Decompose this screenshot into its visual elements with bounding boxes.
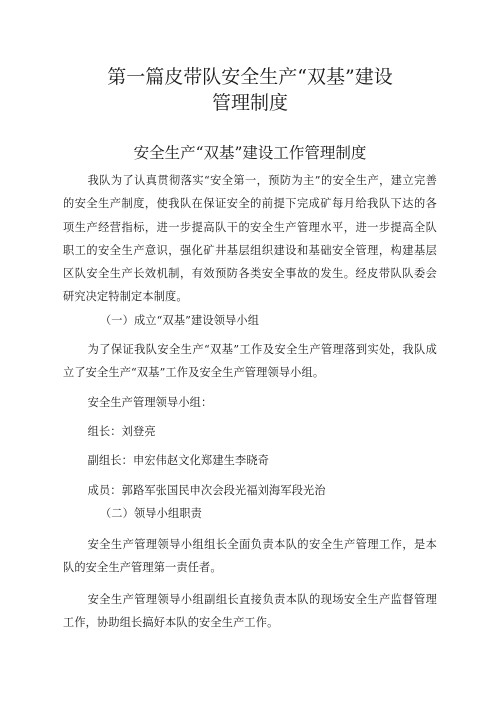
duty-paragraph-deputy: 安全生产管理领导小组副组长直接负责本队的现场安全生产监督管理工作，协助组长搞好本队的安全生产工作。 — [63, 592, 437, 630]
duty-paragraph-leader: 安全生产管理领导小组组长全面负责本队的安全生产管理工作，是本队的安全生产管理第一责任者。 — [63, 538, 437, 575]
document-title-line-1: 第一篇皮带队安全生产“双基”建设 — [107, 66, 393, 88]
subheading-establish-group: （一）成立“双基”建设领导小组 — [99, 313, 260, 327]
document-title-line-2: 管理制度 — [211, 92, 288, 114]
purpose-paragraph: 为了保证我队安全生产“双基”工作及安全生产管理落到实处，我队成立了安全生产“双基”工作及安全生产管理领导小组。 — [63, 343, 437, 380]
group-members: 成员：郭路军张国民申次会段光福刘海军段光治 — [87, 483, 326, 497]
section-title: 安全生产“双基”建设工作管理制度 — [133, 144, 367, 162]
group-label: 安全生产管理领导小组： — [87, 395, 213, 409]
group-deputy: 副组长：申宏伟赵文化郑建生李晓奇 — [87, 454, 270, 468]
group-leader: 组长：刘登亮 — [87, 424, 156, 438]
subheading-group-duties: （二）领导小组职责 — [99, 506, 202, 520]
intro-paragraph: 我队为了认真贯彻落实“安全第一，预防为主”的安全生产，建立完善的安全生产制度，使我队在保证安全的前提下完成矿每月给我队下达的各项生产经营指标，进一步提高队干的安全生产管理水平，进一步提高全队职工的安全生产意识，强化矿井基层组织建设和基础安全管理，构建基层区队安全生产长效机制，有效预防各类安全事故的发生。经皮带队队委会研究决定特制定本制度。 — [63, 174, 437, 304]
document-body — [63, 169, 437, 634]
